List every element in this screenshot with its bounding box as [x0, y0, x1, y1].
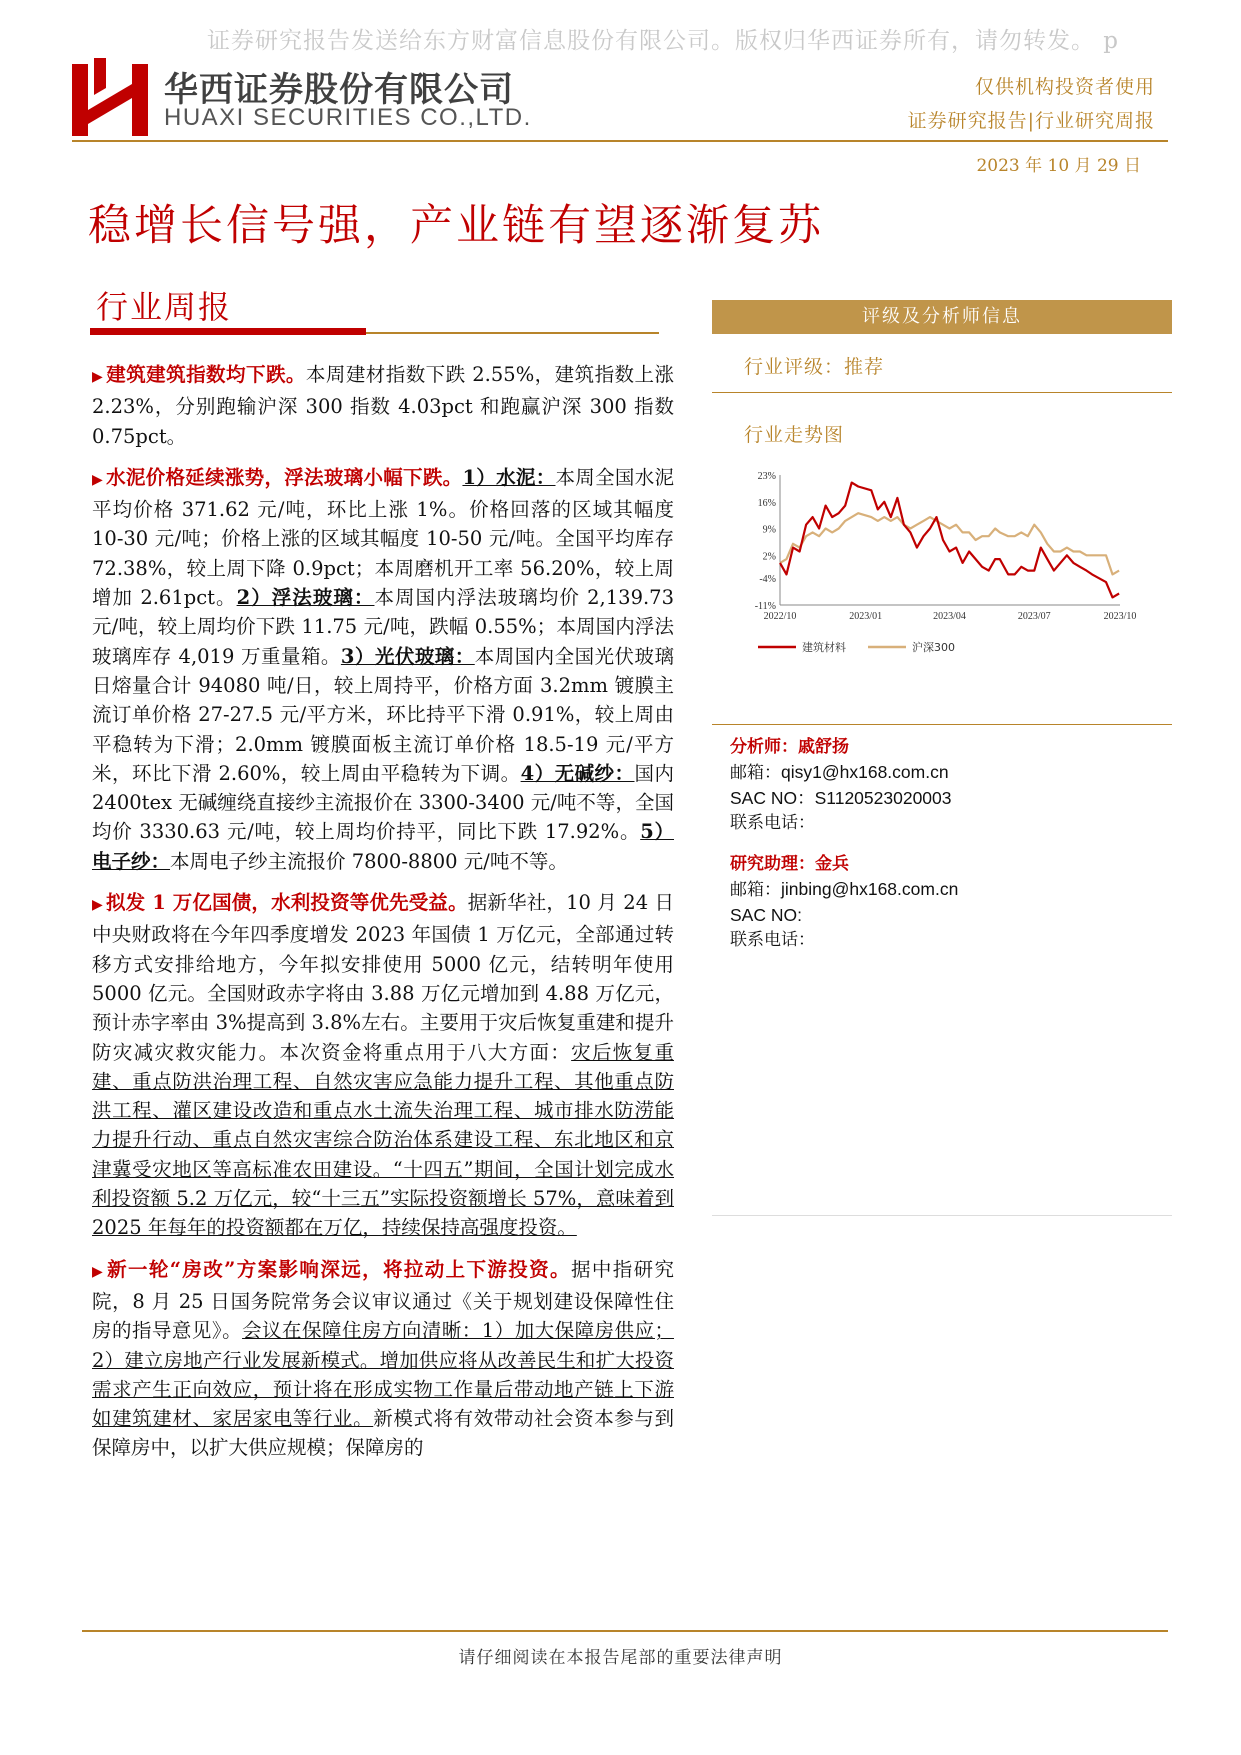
sidebar-divider	[712, 1215, 1172, 1216]
section-divider-gold	[366, 332, 659, 334]
assistant-email: jinbing@hx168.com.cn	[781, 879, 959, 899]
analyst-email-label: 邮箱：	[730, 763, 781, 783]
subhead-electronic-yarn: 5）电子纱：	[92, 820, 674, 873]
alkali-free-yarn-text: 国内 2400tex 无碱缠绕直接纱主流报价在 3300-3400 元/吨不等，全国均价 3330.63 元/吨，较上周均价持平，同比下跌 17.92%。	[92, 761, 674, 844]
y-tick-label: 2%	[762, 551, 776, 563]
subhead-alkali-free-yarn: 4）无碱纱：	[520, 761, 635, 785]
analyst-name: 戚舒扬	[798, 737, 849, 757]
paragraph-lead: 拟发 1 万亿国债，水利投资等优先受益。	[105, 891, 468, 915]
paragraph-underlined-text: 会议在保障住房方向清晰：1）加大保障房供应；2）建立房地产行业发展新模式。增加供应将从改善民生和扩大投资需求产生正向效应，预计将在形成实物工作量后带动地产链上下游如建筑建材、家居家电等行业。	[92, 1319, 674, 1431]
paragraph-lead: 新一轮“房改”方案影响深远，将拉动上下游投资。	[107, 1257, 571, 1281]
rating-label: 行业评级：	[744, 356, 845, 378]
company-name-cn: 华西证券股份有限公司	[164, 70, 514, 110]
footer-disclaimer: 请仔细阅读在本报告尾部的重要法律声明	[458, 1648, 783, 1668]
x-tick-label: 2023/07	[1017, 611, 1051, 622]
paragraph-housing-reform	[92, 1255, 674, 1463]
series-line	[780, 513, 1119, 574]
sidebar-divider	[712, 392, 1172, 393]
report-body	[92, 360, 674, 1475]
y-tick-label: -11%	[754, 601, 776, 612]
analyst-sac-number: S1120523020003	[814, 788, 952, 808]
float-glass-text: 本周国内浮法玻璃均价 2,139.73 元/吨，较上周均价下跌 11.75 元/吨，跌幅 0.55%；本周国内浮法玻璃库存 4,019 万重量箱。	[92, 586, 674, 668]
paragraph-text: 本周建材指数下跌 2.55%，建筑指数上涨 2.23%，分别跑输沪深 300 指数 4.03pct 和跑赢沪深 300 指数 0.75pct。	[92, 363, 674, 448]
analyst-info	[730, 735, 1170, 836]
subhead-float-glass: 2）浮法玻璃：	[236, 586, 375, 610]
paragraph-text: 据新华社，10 月 24 日中央财政将在今年四季度增发 2023 年国债 1 万亿元，全部通过转移方式安排给地方，今年拟安排使用 5000 亿元，结转明年使用 5000 亿元。全国财政赤字将由 3.88 万亿元增加到 4.88 万亿元，预计赤字率由 3%提高到 3.8%左右。主要用于灾后恢复重建和提升防灾减灾救灾能力。本次资金将重点用于八大方面：	[92, 891, 674, 1064]
cement-text: 本周全国水泥平均价格 371.62 元/吨，环比上涨 1%。价格回落的区域其幅度 10-30 元/吨；价格上涨的区域其幅度 10-50 元/吨。全国平均库存 72.38%，较上周下降 0.9pct；本周磨机开工率 56.20%，较上周增加 2.61pct。	[92, 465, 674, 610]
y-tick-label: 9%	[762, 524, 776, 536]
electronic-yarn-text: 本周电子纱主流报价 7800-8800 元/吨不等。	[170, 849, 568, 873]
watermark-text: 证券研究报告发送给东方财富信息股份有限公司。版权归华西证券所有，请勿转发。 p	[207, 28, 1120, 54]
header-divider	[72, 140, 1168, 142]
paragraph-treasury-bonds	[92, 888, 674, 1243]
x-tick-label: 2023/04	[933, 611, 966, 622]
analyst-sac-label: SAC NO：	[730, 788, 815, 808]
y-tick-label: 16%	[757, 497, 776, 509]
assistant-email-label: 邮箱：	[730, 880, 781, 900]
assistant-sac-label: SAC NO:	[730, 905, 802, 925]
x-tick-label: 2023/01	[849, 611, 883, 622]
subhead-pv-glass: 3）光伏玻璃：	[340, 644, 475, 668]
assistant-name: 金兵	[815, 854, 849, 874]
bullet-arrow-icon: ▶	[92, 1263, 105, 1280]
institutional-tag: 仅供机构投资者使用	[974, 76, 1155, 98]
paragraph-lead: 建筑建筑指数均下跌。	[106, 363, 306, 386]
y-tick-label: 23%	[757, 471, 776, 482]
report-date: 2023 年 10 月 29 日	[976, 156, 1141, 176]
analyst-phone-label: 联系电话：	[730, 813, 815, 833]
paragraph-text: 据中指研究院，8 月 25 日国务院常务会议审议通过《关于规划建设保障性住房的指导意见》。	[92, 1257, 674, 1343]
industry-rating	[744, 352, 884, 379]
paragraph-prices	[92, 463, 674, 876]
report-title: 稳增长信号强，产业链有望逐渐复苏	[88, 201, 824, 251]
assistant-phone-label: 联系电话：	[730, 930, 815, 950]
report-type-tag: 证券研究报告|行业研究周报	[907, 110, 1155, 132]
y-tick-label: -4%	[759, 574, 776, 586]
assistant-title: 研究助理：	[730, 854, 815, 874]
paragraph-underlined-text: 灾后恢复重建、重点防洪治理工程、自然灾害应急能力提升工程、其他重点防洪工程、灌区建设改造和重点水土流失治理工程、城市排水防涝能力提升行动、重点自然灾害综合防治体系建设工程、东北地区和京津冀受灾地区等高标准农田建设。“十四五”期间，全国计划完成水利投资额 5.2 万亿元，较“十三五”实际投资额增长 57%，意味着到 2025 年每年的投资额都在万亿，持续保持高强度投资。	[92, 1040, 674, 1240]
sidebar-divider	[712, 724, 1172, 725]
company-logo	[72, 58, 148, 136]
footer-divider	[82, 1630, 1168, 1632]
section-divider-red	[90, 328, 366, 335]
rating-value: 推荐	[844, 356, 885, 378]
pv-glass-text: 本周国内全国光伏玻璃日熔量合计 94080 吨/日，较上周持平，价格方面 3.2mm 镀膜主流订单价格 27-27.5 元/平方米，环比持平下滑 0.91%，较上周由平稳转为下滑；2.0mm 镀膜面板主流订单价格 18.5-19 元/平方米，环比下滑 2.60%，较上周由平稳转为下调。	[92, 644, 674, 785]
analyst-title: 分析师：	[730, 737, 798, 757]
company-name-en: HUAXI SECURITIES CO.,LTD.	[164, 104, 532, 131]
x-tick-label: 2022/10	[763, 611, 797, 622]
paragraph-index-performance	[92, 360, 674, 451]
trend-chart-title: 行业走势图	[744, 424, 845, 446]
sidebar-header: 评级及分析师信息	[712, 300, 1172, 334]
analyst-email: qisy1@hx168.com.cn	[781, 762, 949, 782]
bullet-arrow-icon: ▶	[92, 369, 104, 385]
subhead-cement: 1）水泥：	[462, 465, 556, 489]
legend-label: 沪深300	[912, 641, 955, 654]
section-title: 行业周报	[96, 288, 233, 326]
series-line	[780, 483, 1119, 598]
bullet-arrow-icon: ▶	[92, 471, 104, 488]
paragraph-lead: 水泥价格延续涨势，浮法玻璃小幅下跌。	[106, 465, 463, 489]
industry-trend-chart	[738, 465, 1138, 700]
legend-label: 建筑材料	[802, 641, 846, 654]
assistant-info	[730, 852, 1170, 953]
paragraph-text-continued: 新模式将有效带动社会资本参与到保障房中，以扩大供应规模；保障房的	[92, 1407, 674, 1460]
x-tick-label: 2023/10	[1103, 611, 1137, 622]
bullet-arrow-icon: ▶	[92, 897, 103, 914]
